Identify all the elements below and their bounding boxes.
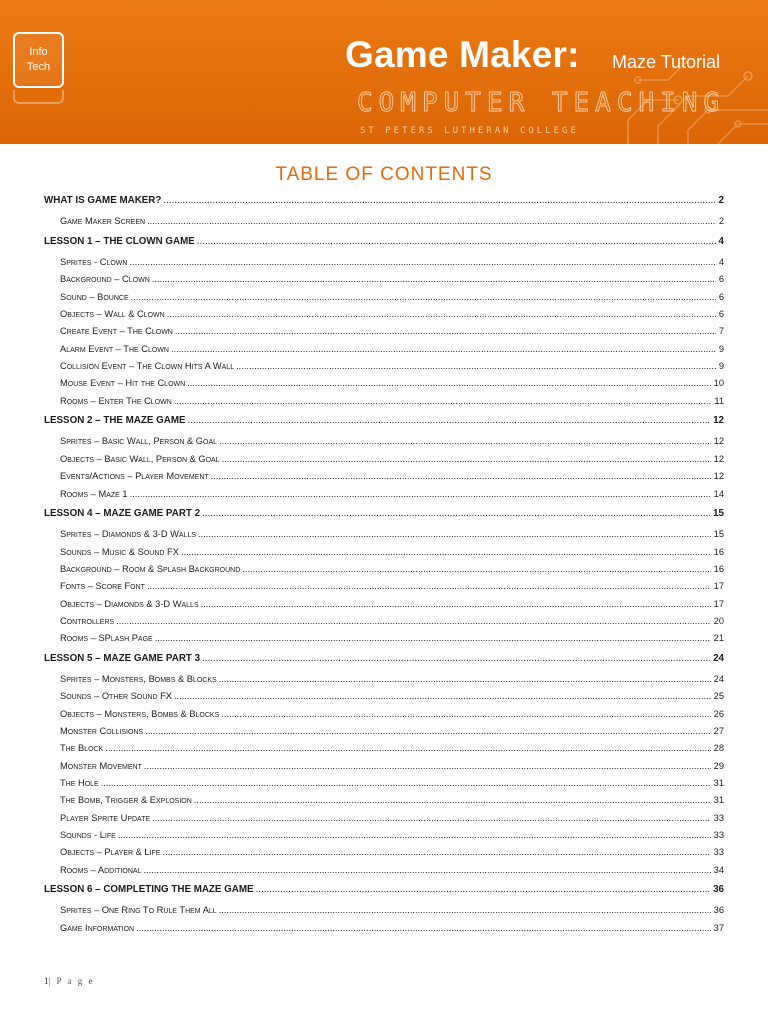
toc-lesson-entry[interactable] <box>44 881 724 898</box>
toc-subentry[interactable] <box>44 844 724 861</box>
toc-list <box>44 192 724 937</box>
toc-page-number: 33 <box>711 827 724 844</box>
toc-subentry[interactable] <box>44 254 724 271</box>
toc-page-number: 12 <box>710 412 724 429</box>
toc-page-number: 6 <box>716 289 724 306</box>
toc-page-number: 24 <box>711 671 724 688</box>
toc-page-number: 12 <box>711 468 724 485</box>
toc-entry-label: Sprites – Monsters, Bombs & Blocks ..... <box>60 674 219 684</box>
toc-lesson-entry[interactable] <box>44 233 724 250</box>
toc-page-number: 17 <box>711 596 724 613</box>
toc-page-number: 26 <box>711 706 724 723</box>
toc-page-number: 16 <box>711 544 724 561</box>
toc-page-number: 20 <box>711 613 724 630</box>
logo-reflection <box>13 90 64 104</box>
toc-page-number: 34 <box>711 862 724 879</box>
toc-lesson-entry[interactable] <box>44 412 724 429</box>
toc-page-number: 27 <box>711 723 724 740</box>
toc-page-number: 9 <box>716 341 724 358</box>
toc-page-number: 36 <box>711 902 724 919</box>
toc-page-number: 4 <box>716 233 724 250</box>
toc-subentry[interactable] <box>44 526 724 543</box>
banner-subtext: ST PETERS LUTHERAN COLLEGE <box>360 126 579 136</box>
toc-entry-label: Rooms – SPlash Page ..... <box>60 633 155 643</box>
page-label: | P a g e <box>48 976 95 986</box>
toc-heading: TABLE OF CONTENTS <box>275 164 493 185</box>
toc-subentry[interactable] <box>44 792 724 809</box>
toc-page-number: 28 <box>711 740 724 757</box>
toc-entry-label: Background – Room & Splash Background ..... <box>60 564 242 574</box>
toc-entry-label: Sprites – One Ring To Rule Them All ..... <box>60 905 219 915</box>
toc-page-number: 6 <box>716 306 724 323</box>
toc-page-number: 36 <box>710 881 724 898</box>
header-banner <box>0 0 768 144</box>
toc-page-number: 29 <box>711 758 724 775</box>
document-title: Game Maker: <box>345 34 580 75</box>
toc-subentry[interactable] <box>44 671 724 688</box>
toc-lesson-entry[interactable] <box>44 192 724 209</box>
toc-subentry[interactable] <box>44 213 724 230</box>
toc-entry-label: Events/Actions – Player Movement ..... <box>60 471 211 481</box>
toc-page-number: 17 <box>711 578 724 595</box>
toc-entry-label: Sound – Bounce ..... <box>60 292 131 302</box>
toc-entry-label: Sprites – Diamonds & 3-D Walls ..... <box>60 529 198 539</box>
toc-page-number: 2 <box>716 192 724 209</box>
toc-page-number: 12 <box>711 451 724 468</box>
toc-subentry[interactable] <box>44 810 724 827</box>
toc-entry-label: LESSON 6 – COMPLETING THE MAZE GAME ..... <box>44 884 256 895</box>
toc-entry-label: The Block ..... <box>60 743 105 753</box>
toc-subentry[interactable] <box>44 271 724 288</box>
toc-entry-label: Game Maker Screen ..... <box>60 216 147 226</box>
toc-entry-label: Sounds - Life ..... <box>60 830 118 840</box>
logo-line-2: Tech <box>26 61 51 73</box>
page-number: 1 <box>44 976 49 986</box>
toc-entry-label: Objects – Player & Life ..... <box>60 847 162 857</box>
toc-page-number: 21 <box>711 630 724 647</box>
toc-entry-label: LESSON 2 – THE MAZE GAME ..... <box>44 415 188 426</box>
toc-entry-label: Alarm Event – The Clown ..... <box>60 344 171 354</box>
toc-subentry[interactable] <box>44 920 724 937</box>
toc-subentry[interactable] <box>44 289 724 306</box>
toc-entry-label: Controllers ..... <box>60 616 116 626</box>
toc-subentry[interactable] <box>44 578 724 595</box>
toc-page-number: 16 <box>711 561 724 578</box>
toc-subentry[interactable] <box>44 323 724 340</box>
toc-subentry[interactable] <box>44 358 724 375</box>
toc-subentry[interactable] <box>44 306 724 323</box>
toc-subentry[interactable] <box>44 862 724 879</box>
toc-entry-label: WHAT IS GAME MAKER? ..... <box>44 195 163 206</box>
toc-entry-label: Sounds – Other Sound FX ..... <box>60 691 174 701</box>
toc-subentry[interactable] <box>44 723 724 740</box>
toc-page-number: 33 <box>711 810 724 827</box>
page-footer <box>44 976 94 986</box>
toc-entry-label: The Bomb, Trigger & Explosion ..... <box>60 795 194 805</box>
toc-entry-label: Objects – Wall & Clown ..... <box>60 309 167 319</box>
toc-entry-label: Mouse Event – Hit the Clown ..... <box>60 378 187 388</box>
toc-subentry[interactable] <box>44 630 724 647</box>
toc-entry-label: Player Sprite Update ..... <box>60 813 152 823</box>
toc-subentry[interactable] <box>44 341 724 358</box>
toc-subentry[interactable] <box>44 433 724 450</box>
toc-page-number: 11 <box>711 393 724 410</box>
toc-page-number: 12 <box>711 433 724 450</box>
toc-page-number: 4 <box>716 254 724 271</box>
toc-subentry[interactable] <box>44 775 724 792</box>
toc-page-number: 25 <box>711 688 724 705</box>
toc-entry-label: The Hole ..... <box>60 778 101 788</box>
toc-entry-label: Sounds – Music & Sound FX ..... <box>60 547 181 557</box>
toc-subentry[interactable] <box>44 393 724 410</box>
toc-entry-label: Rooms – Maze 1 ..... <box>60 489 130 499</box>
toc-lesson-entry[interactable] <box>44 505 724 522</box>
toc-lesson-entry[interactable] <box>44 650 724 667</box>
toc-subentry[interactable] <box>44 688 724 705</box>
toc-page-number: 15 <box>711 526 724 543</box>
toc-entry-label: Sprites – Basic Wall, Person & Goal ..... <box>60 436 219 446</box>
toc-subentry[interactable] <box>44 468 724 485</box>
toc-entry-label: LESSON 5 – MAZE GAME PART 3 ..... <box>44 653 202 664</box>
toc-entry-label: Fonts – Score Font ..... <box>60 581 147 591</box>
toc-page-number: 7 <box>716 323 724 340</box>
toc-page-number: 37 <box>711 920 724 937</box>
logo-line-1: Info <box>29 46 48 58</box>
toc-page-number: 31 <box>711 792 724 809</box>
toc-entry-label: Rooms – Enter The Clown ..... <box>60 396 174 406</box>
toc-page-number: 6 <box>716 271 724 288</box>
toc-subentry[interactable] <box>44 375 724 392</box>
toc-entry-label: Sprites - Clown ..... <box>60 257 129 267</box>
toc-entry-label: Create Event – The Clown ..... <box>60 326 175 336</box>
toc-entry-label: Monster Collisions ..... <box>60 726 145 736</box>
toc-subentry[interactable] <box>44 544 724 561</box>
toc-page-number: 10 <box>711 375 724 392</box>
toc-entry-label: LESSON 1 – THE CLOWN GAME ..... <box>44 236 197 247</box>
toc-entry-label: Collision Event – The Clown Hits A Wall ..... <box>60 361 236 371</box>
toc-subentry[interactable] <box>44 902 724 919</box>
toc-subentry[interactable] <box>44 706 724 723</box>
toc-subentry[interactable] <box>44 561 724 578</box>
document-subtitle: Maze Tutorial <box>612 52 721 72</box>
toc-subentry[interactable] <box>44 613 724 630</box>
toc-entry-label: Game Information ..... <box>60 923 136 933</box>
toc-subentry[interactable] <box>44 827 724 844</box>
toc-entry-label: Objects – Monsters, Bombs & Blocks ..... <box>60 709 221 719</box>
toc-page-number: 31 <box>711 775 724 792</box>
toc-entry-label: LESSON 4 – MAZE GAME PART 2 ..... <box>44 508 202 519</box>
toc-page-number: 2 <box>716 213 724 230</box>
toc-page-number: 14 <box>711 486 724 503</box>
toc-page-number: 9 <box>716 358 724 375</box>
toc-subentry[interactable] <box>44 486 724 503</box>
toc-page-number: 24 <box>710 650 724 667</box>
toc-subentry[interactable] <box>44 740 724 757</box>
toc-subentry[interactable] <box>44 451 724 468</box>
toc-entry-label: Monster Movement ..... <box>60 761 144 771</box>
toc-entry-label: Objects – Basic Wall, Person & Goal ..... <box>60 454 222 464</box>
toc-subentry[interactable] <box>44 758 724 775</box>
toc-subentry[interactable] <box>44 596 724 613</box>
toc-entry-label: Background – Clown ..... <box>60 274 152 284</box>
toc-page-number: 15 <box>710 505 724 522</box>
banner-word: COMPUTER TEACHING <box>357 88 726 118</box>
toc-entry-label: Rooms – Additional ..... <box>60 865 143 875</box>
toc-page-number: 33 <box>711 844 724 861</box>
toc-entry-label: Objects – Diamonds & 3-D Walls ..... <box>60 599 201 609</box>
infotech-logo <box>13 32 64 88</box>
